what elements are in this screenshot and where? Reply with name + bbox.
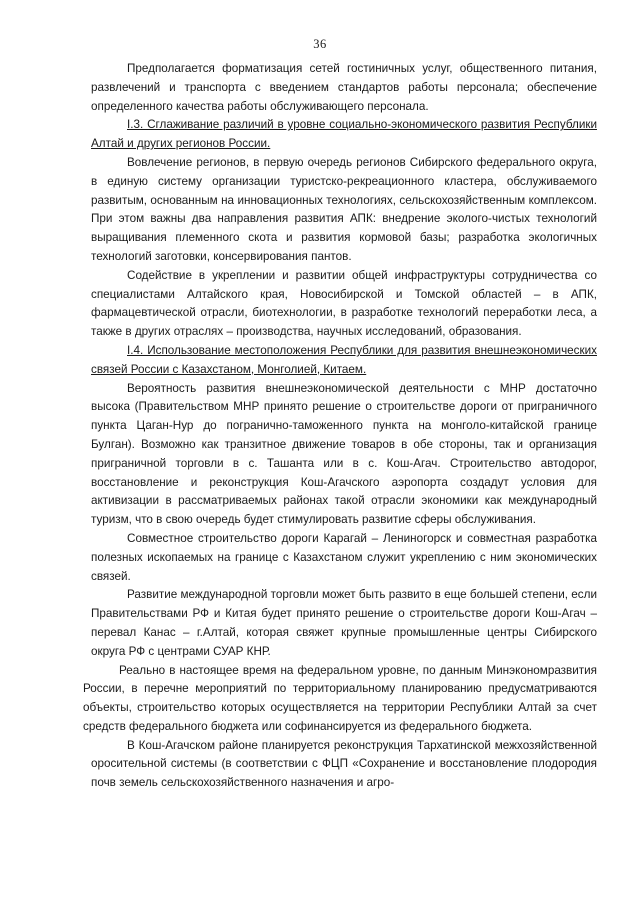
paragraph-china-trade: Развитие международной торговли может быть развито в еще большей степени, если Правительствами РФ и Китая будет принято решение о строительстве дороги Кош-Агач – перевал Канас – г.Алтай, которая свяжет крупные промышленные центры Сибирского округа РФ с центрами СУАР КНР. xyxy=(91,588,597,658)
paragraph-federal-level: Реально в настоящее время на федеральном уровне, по данным Минэкономразвития России, в перечне мероприятий по территориальному планированию предусматриваются объекты, строительство которых осуществляется на территории Республики Алтай за счет средств федерального бюджета или софинансируется из федерального бюджета. xyxy=(83,663,597,733)
section-title-1-4: I.4. Использование местоположения Республики для развития внешнеэкономических связей России с Казахстаном, Монголией, Китаем. xyxy=(91,343,597,376)
paragraph-hotel-services: Предполагается форматизация сетей гостиничных услуг, общественного питания, развлечений и транспорта с введением стандартов работы персонала; обеспечение определенного качества работы обслуживающего персонала. xyxy=(91,62,597,113)
paragraph-infrastructure-cooperation: Содействие в укреплении и развитии общей инфраструктуры сотрудничества со специалистами Алтайского края, Новосибирской и Томской областей – в АПК, фармацевтической отрасли, биотехнологии, в разработке технологий переработки леса, а также в других отраслях – производства, научных исследований, образования. xyxy=(91,268,597,339)
page-number: 36 xyxy=(313,37,327,51)
paragraph-irrigation-system: В Кош-Агачском районе планируется реконструкция Тархатинской межхозяйственной оросительной системы (в соответствии с ФЦП «Сохранение и восстановление плодородия почв земель сельскохозяйственного назначения и агро- xyxy=(91,738,597,790)
paragraph-foreign-trade-mongolia: Вероятность развития внешнеэкономической деятельности с МНР достаточно высока (Правительством МНР принято решение о строительстве дороги от приграничного пункта Цаган-Нур до пограничнo-таможенного пункта на монголо-китайской границе Булган). Возможно как транзитное движение товаров в обе стороны, так и организация приграничной торговли в с. Ташанта или в с. Кош-Агач. Строительство автодорог, восстановление и реконструкция Кош-Агачского аэропорта создадут условия для активизации в рассматриваемых районах такой отрасли экономики как международный туризм, что в свою очередь будет стимулировать развитие сферы обслуживания. xyxy=(91,381,597,527)
document-body xyxy=(83,60,597,793)
section-title-1-3: I.3. Сглаживание различий в уровне социально-экономического развития Республики Алтай и других регионов России. xyxy=(91,118,597,151)
paragraph-regions-involvement: Вовлечение регионов, в первую очередь регионов Сибирского федерального округа, в единую систему организации туристско-рекреационного кластера, обслуживаемого развитым, основанным на инновационных технологиях, сельскохозяйственным комплексом. При этом важны два направления развития АПК: внедрение эколого-чистых технологий выращивания племенного скота и развития кормовой базы; разработка экологичных технологий заготовки, консервирования пантов. xyxy=(91,155,597,263)
paragraph-kazakhstan-road: Совместное строительство дороги Карагай – Лениногорск и совместная разработка полезных ископаемых на границе с Казахстаном служит укреплению с ним экономических связей. xyxy=(91,531,597,583)
